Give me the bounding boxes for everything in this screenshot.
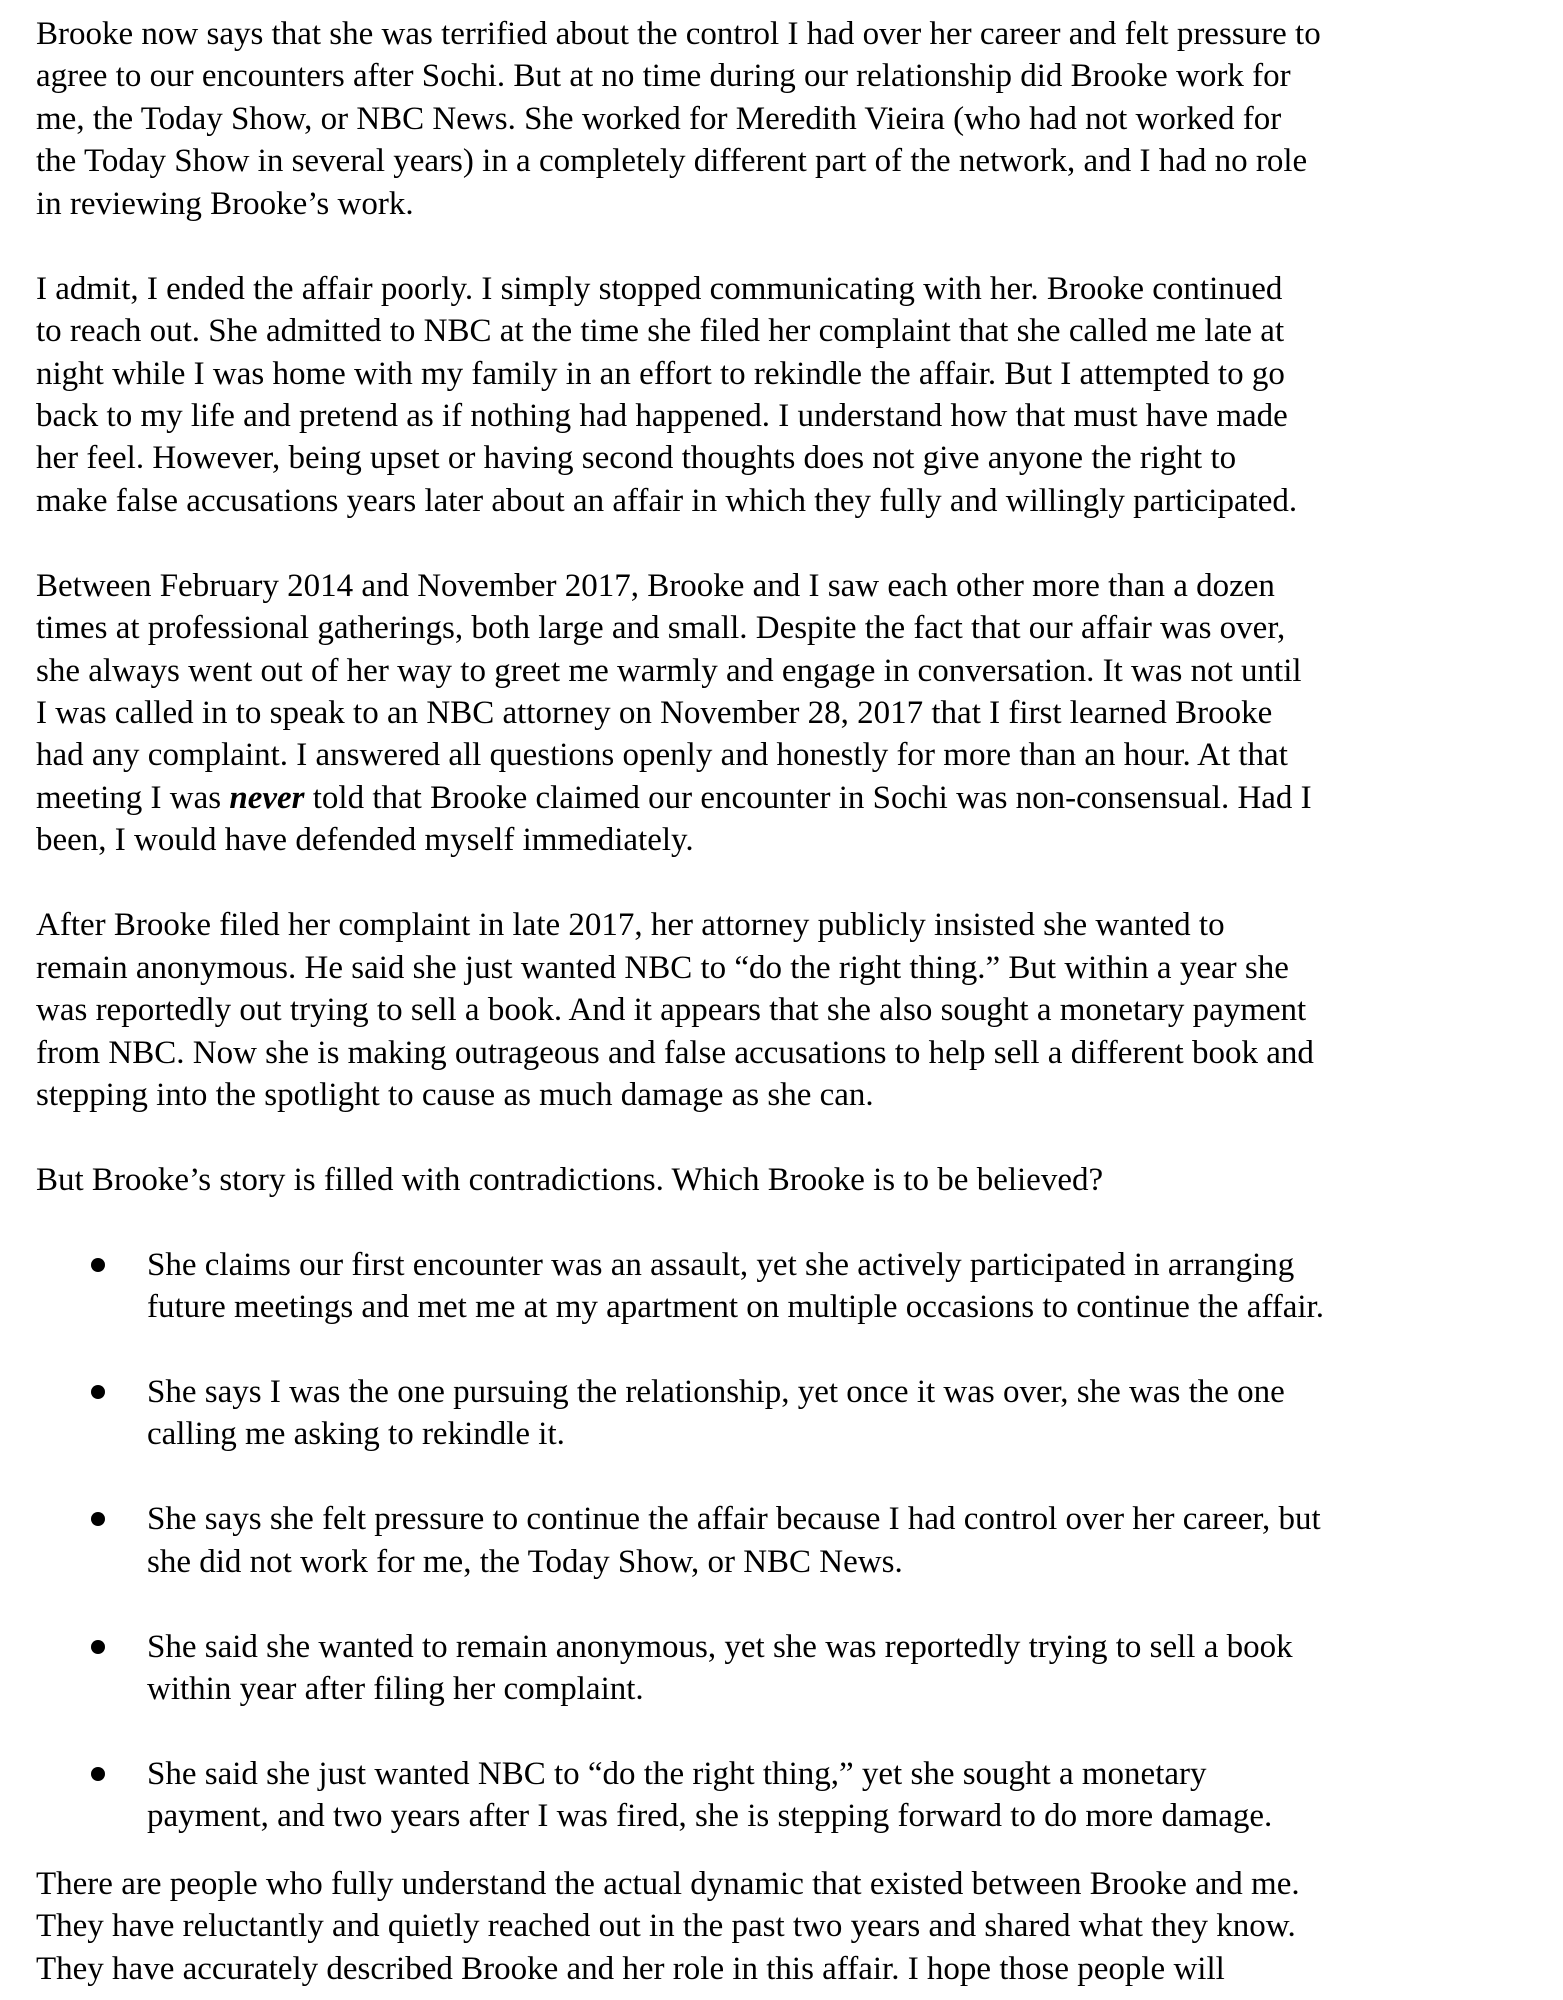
text-line: But Brooke’s story is filled with contradictions. Which Brooke is to be believed? — [36, 1161, 1104, 1198]
bullet-icon — [91, 1640, 105, 1654]
list-item — [36, 1498, 1536, 1583]
bullet-icon — [91, 1512, 105, 1526]
list-spacer — [36, 1456, 1536, 1498]
text-line: her feel. However, being upset or having second thoughts does not give anyone the right to — [36, 440, 1237, 477]
list-item — [36, 1371, 1536, 1456]
text-line: to reach out. She admitted to NBC at the time she filed her complaint that she called me late at — [36, 313, 1285, 350]
list-item — [36, 1753, 1536, 1838]
text-segment: told that Brooke claimed our encounter in Sochi was non-consensual. Had I — [304, 779, 1312, 816]
text-segment: meeting I was — [36, 779, 230, 816]
list-spacer — [36, 1329, 1536, 1371]
text-line-with-emphasis — [36, 777, 1536, 819]
text-line: within year after filing her complaint. — [147, 1671, 644, 1708]
text-line: stepping into the spotlight to cause as much damage as she can. — [36, 1076, 874, 1113]
text-line: They have reluctantly and quietly reached out in the past two years and shared what they know. — [36, 1908, 1296, 1945]
text-line: been, I would have defended myself immediately. — [36, 822, 694, 859]
text-line: remain anonymous. He said she just wanted NBC to “do the right thing.” But within a year she — [36, 949, 1289, 986]
list-item — [36, 1626, 1536, 1711]
paragraph-closing — [36, 1863, 1536, 1990]
text-line: in reviewing Brooke’s work. — [36, 185, 414, 222]
paragraph-career-control — [36, 13, 1536, 225]
paragraph-ended-affair — [36, 268, 1536, 523]
text-line: She claims our first encounter was an assault, yet she actively participated in arranging — [147, 1246, 1295, 1283]
text-line: times at professional gatherings, both large and small. Despite the fact that our affair was over, — [36, 610, 1286, 647]
contradictions-list — [36, 1244, 1536, 1838]
emphasized-word: never — [229, 779, 305, 816]
text-line: from NBC. Now she is making outrageous and false accusations to help sell a different book and — [36, 1034, 1314, 1071]
text-line: There are people who fully understand the actual dynamic that existed between Brooke and me. — [36, 1865, 1300, 1902]
document-page — [36, 13, 1536, 1990]
text-line: They have accurately described Brooke and her role in this affair. I hope those people will — [36, 1950, 1225, 1987]
text-line: She said she just wanted NBC to “do the right thing,” yet she sought a monetary — [147, 1755, 1207, 1792]
list-item — [36, 1244, 1536, 1329]
text-line: make false accusations years later about an affair in which they fully and willingly participated. — [36, 482, 1298, 519]
paragraph-spacer — [36, 1201, 1536, 1243]
paragraph-spacer — [36, 522, 1536, 564]
text-line: back to my life and pretend as if nothing had happened. I understand how that must have made — [36, 397, 1288, 434]
bullet-icon — [91, 1258, 105, 1272]
text-line: night while I was home with my family in an effort to rekindle the affair. But I attempted to go — [36, 355, 1285, 392]
text-line: was reportedly out trying to sell a book. And it appears that she also sought a monetary payment — [36, 992, 1307, 1029]
paragraph-contradictions-intro — [36, 1159, 1536, 1201]
paragraph-professional-gatherings — [36, 565, 1536, 862]
paragraph-complaint-anonymous — [36, 904, 1536, 1116]
text-line: Between February 2014 and November 2017, Brooke and I saw each other more than a dozen — [36, 567, 1275, 604]
paragraph-spacer — [36, 225, 1536, 267]
text-line: future meetings and met me at my apartment on multiple occasions to continue the affair. — [147, 1289, 1324, 1326]
text-line: the Today Show in several years) in a completely different part of the network, and I had no role — [36, 143, 1308, 180]
paragraph-spacer — [36, 1116, 1536, 1158]
text-line: She said she wanted to remain anonymous, yet she was reportedly trying to sell a book — [147, 1628, 1293, 1665]
list-spacer — [36, 1711, 1536, 1753]
text-line: calling me asking to rekindle it. — [147, 1416, 565, 1453]
list-spacer — [36, 1583, 1536, 1625]
text-line: Brooke now says that she was terrified about the control I had over her career and felt pressure to — [36, 16, 1321, 52]
text-line: she always went out of her way to greet me warmly and engage in conversation. It was not until — [36, 652, 1302, 689]
paragraph-spacer — [36, 862, 1536, 904]
text-line: had any complaint. I answered all questions openly and honestly for more than an hour. At that — [36, 737, 1288, 774]
text-line: I was called in to speak to an NBC attorney on November 28, 2017 that I first learned Brooke — [36, 695, 1273, 731]
text-line: payment, and two years after I was fired, she is stepping forward to do more damage. — [147, 1798, 1273, 1835]
text-line: she did not work for me, the Today Show, or NBC News. — [147, 1543, 903, 1580]
bullet-icon — [91, 1385, 105, 1399]
text-line: After Brooke filed her complaint in late 2017, her attorney publicly insisted she wanted to — [36, 907, 1225, 944]
text-line: She says she felt pressure to continue the affair because I had control over her career, but — [147, 1501, 1321, 1538]
text-line: She says I was the one pursuing the relationship, yet once it was over, she was the one — [147, 1374, 1285, 1410]
text-line: agree to our encounters after Sochi. But at no time during our relationship did Brooke work for — [36, 58, 1291, 95]
text-line: I admit, I ended the affair poorly. I simply stopped communicating with her. Brooke continued — [36, 270, 1283, 307]
bullet-icon — [91, 1767, 105, 1781]
text-line: me, the Today Show, or NBC News. She worked for Meredith Vieira (who had not worked for — [36, 100, 1282, 137]
